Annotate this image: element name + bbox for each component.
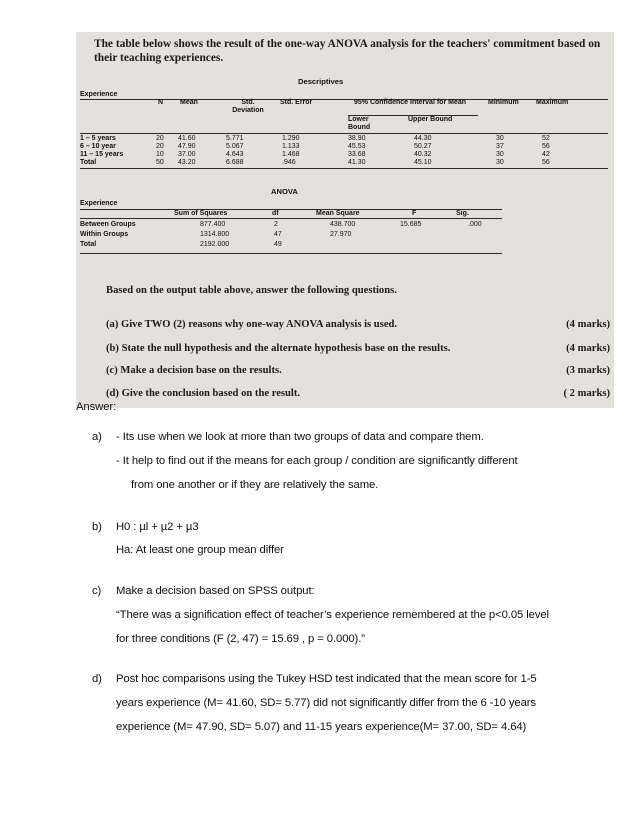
descriptives-cell-upper: 50.27 — [414, 143, 432, 150]
descriptives-cell-n: 20 — [156, 143, 164, 150]
descriptives-cell-mean: 37.00 — [178, 151, 196, 158]
descriptives-cell-sd: 4.643 — [226, 151, 244, 158]
anova-cell-df: 2 — [274, 221, 278, 228]
answer-b-line2: Ha: At least one group mean differ — [116, 544, 284, 556]
table-rule — [80, 253, 502, 254]
descriptives-cell-se: 1.290 — [282, 135, 300, 142]
answer-a-marker: a) — [92, 431, 102, 443]
question-d-marks: ( 2 marks) — [563, 388, 610, 399]
anova-cell-f: 15.685 — [400, 221, 422, 228]
descriptives-cell-n: 50 — [156, 159, 164, 166]
descriptives-cell-lower: 33.68 — [348, 151, 366, 158]
anova-row-label: Total — [80, 241, 97, 248]
descriptives-cell-sd: 6.688 — [226, 159, 244, 166]
anova-cell-df: 49 — [274, 241, 282, 248]
descriptives-cell-min: 30 — [496, 159, 504, 166]
header-lower-bound: Lower Bound — [348, 116, 371, 131]
header-df: df — [272, 210, 279, 217]
descriptives-cell-se: 1.133 — [282, 143, 300, 150]
anova-cell-sig: .000 — [468, 221, 482, 228]
descriptives-cell-upper: 44.30 — [414, 135, 432, 142]
answer-d-marker: d) — [92, 673, 102, 685]
descriptives-cell-mean: 43.20 — [178, 159, 196, 166]
header-sig: Sig. — [456, 210, 469, 217]
descriptives-cell-min: 30 — [496, 151, 504, 158]
answer-c-marker: c) — [92, 585, 102, 597]
descriptives-cell-max: 56 — [542, 143, 550, 150]
descriptives-cell-sd: 5.067 — [226, 143, 244, 150]
question-a: (a) Give TWO (2) reasons why one-way ANOVA analysis is used. — [106, 319, 398, 330]
table-rule — [80, 209, 502, 210]
descriptives-cell-mean: 41.60 — [178, 135, 196, 142]
answer-a-line1: - Its use when we look at more than two groups of data and compare them. — [116, 431, 484, 443]
descriptives-cell-sd: 5.771 — [226, 135, 244, 142]
answer-c-line1: Make a decision based on SPSS output: — [116, 585, 315, 597]
answer-c-line2: “There was a signification effect of teacher’s experience remembered at the p<0.05 level — [116, 609, 549, 621]
descriptives-cell-n: 20 — [156, 135, 164, 142]
question-d: (d) Give the conclusion based on the result. — [106, 388, 301, 399]
answer-d-line3: experience (M= 47.90, SD= 5.07) and 11-15 years experience(M= 37.00, SD= 4.64) — [116, 721, 527, 733]
descriptives-cell-mean: 47.90 — [178, 143, 196, 150]
descriptives-cell-min: 30 — [496, 135, 504, 142]
question-b-marks: (4 marks) — [566, 343, 610, 354]
question-b: (b) State the null hypothesis and the alternate hypothesis base on the results. — [106, 343, 451, 354]
question-c-marks: (3 marks) — [566, 365, 610, 376]
descriptives-row-label: 1 – 5 years — [80, 135, 116, 142]
table-rule — [80, 168, 608, 169]
answer-heading: Answer: — [76, 401, 117, 413]
scanned-exam-image — [76, 32, 614, 408]
answer-d-line2: years experience (M= 41.60, SD= 5.77) did not significantly differ from the 6 -10 years — [116, 697, 536, 709]
anova-group-label: Experience — [80, 200, 118, 207]
anova-cell-ss: 877.400 — [200, 221, 226, 228]
header-std-error: Std. Error — [280, 99, 313, 106]
header-mean-square: Mean Square — [316, 210, 360, 217]
header-std-deviation: Std. Deviation — [232, 99, 264, 114]
anova-cell-df: 47 — [274, 231, 282, 238]
descriptives-cell-lower: 45.53 — [348, 143, 366, 150]
descriptives-cell-lower: 41.30 — [348, 159, 366, 166]
answer-b-line1: H0 : µl + µ2 + µ3 — [116, 521, 199, 533]
question-c: (c) Make a decision base on the results. — [106, 365, 282, 376]
descriptives-row-label: 11 – 15 years — [80, 151, 124, 158]
header-mean: Mean — [180, 99, 198, 106]
descriptives-cell-n: 10 — [156, 151, 164, 158]
header-maximum: Maximum — [536, 99, 569, 106]
descriptives-cell-se: .946 — [282, 159, 296, 166]
anova-cell-ms: 438.700 — [330, 221, 356, 228]
descriptives-row-label: Total — [80, 159, 97, 166]
descriptives-cell-min: 37 — [496, 143, 504, 150]
answer-a-line3: from one another or if they are relatively the same. — [131, 479, 379, 491]
question-a-marks: (4 marks) — [566, 319, 610, 330]
anova-cell-ms: 27.970 — [330, 231, 352, 238]
anova-row-label: Between Groups — [80, 221, 136, 228]
anova-title: ANOVA — [271, 187, 298, 196]
header-f: F — [412, 210, 417, 217]
descriptives-cell-max: 56 — [542, 159, 550, 166]
answer-c-line3: for three conditions (F (2, 47) = 15.69 , p = 0.000).” — [116, 633, 365, 645]
anova-row-label: Within Groups — [80, 231, 129, 238]
descriptives-cell-upper: 40.32 — [414, 151, 432, 158]
answer-a-line2: - It help to find out if the means for each group / condition are significantly different — [116, 455, 518, 467]
descriptives-cell-se: 1.468 — [282, 151, 300, 158]
answer-b-marker: b) — [92, 521, 102, 533]
header-sum-of-squares: Sum of Squares — [174, 210, 228, 217]
table-rule — [80, 133, 608, 134]
descriptives-cell-upper: 45.10 — [414, 159, 432, 166]
exam-intro-text: The table below shows the result of the one-way ANOVA analysis for the teachers' commitment based on their teaching experiences. — [94, 38, 601, 64]
anova-cell-ss: 1314.800 — [200, 231, 230, 238]
header-upper-bound: Upper Bound — [408, 116, 453, 123]
answer-d-line1: Post hoc comparisons using the Tukey HSD test indicated that the mean score for 1-5 — [116, 673, 537, 685]
questions-prompt: Based on the output table above, answer the following questions. — [106, 285, 397, 296]
descriptives-cell-max: 52 — [542, 135, 550, 142]
header-n: N — [158, 99, 164, 106]
descriptives-title: Descriptives — [298, 77, 344, 86]
table-rule — [80, 218, 502, 219]
descriptives-cell-max: 42 — [542, 151, 550, 158]
anova-cell-ss: 2192.000 — [200, 241, 230, 248]
header-minimum: Minimum — [488, 99, 519, 106]
descriptives-group-label: Experience — [80, 91, 118, 98]
descriptives-cell-lower: 38.90 — [348, 135, 366, 142]
descriptives-row-label: 6 – 10 year — [80, 143, 116, 150]
header-confidence-interval: 95% Confidence Interval for Mean — [353, 99, 467, 106]
